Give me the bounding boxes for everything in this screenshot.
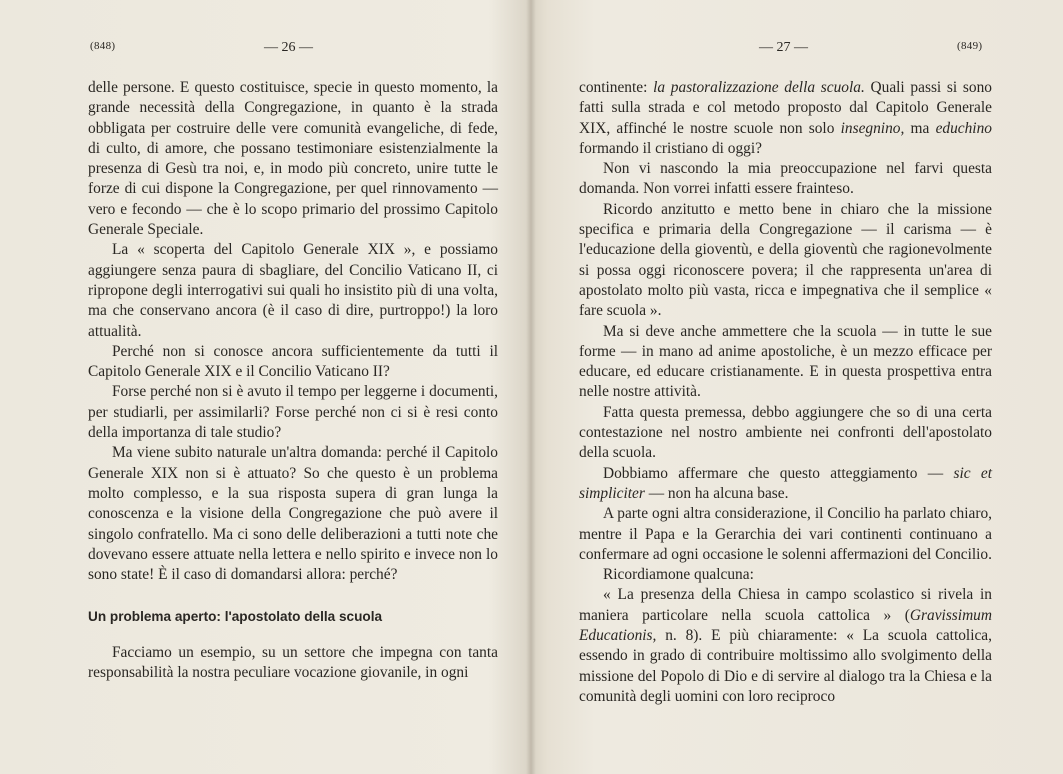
text-run: « La presenza della Chiesa in campo scolastico si rivela in maniera particolare nella scuola cattolica » (: [579, 586, 992, 624]
paragraph: Ma si deve anche ammettere che la scuola — in tutte le sue forme — in mano ad anime apostoliche, è un mezzo efficace per educare, ed educare cristianamente. E in questa prospettiva entra nelle nostre attività.: [579, 322, 992, 401]
paragraph: Perché non si conosce ancora sufficientemente da tutti il Capitolo Generale XIX e il Concilio Vaticano II?: [88, 342, 498, 381]
italic-run: sic et simpliciter: [579, 464, 992, 502]
right-page-marginal-number: (849): [957, 40, 983, 52]
paragraph: Facciamo un esempio, su un settore che impegna con tanta responsabilità la nostra peculiare vocazione giovanile, in ogni: [88, 644, 498, 682]
text-run: — non ha alcuna base.: [644, 484, 789, 502]
paragraph: Non vi nascondo la mia preoccupazione nel farvi questa domanda. Non vorrei infatti essere frainteso.: [579, 160, 992, 198]
paragraph: delle persone. E questo costituisce, specie in questo momento, la grande necessità della Congregazione, in quanto è la strada obbligata per costruire delle vere comunità evangeliche, di fede, di culto, di amore, che possano testimoniare esistenzialmente la presenza di Gesù tra noi, e, in modo più concreto, unire tutte le forze di cui dispone la Congregazione, per quel rinnovamento — vero e fecondo — che è lo scopo primario del prossimo Capitolo Generale Speciale.: [88, 79, 498, 239]
left-page: [0, 0, 531, 774]
paragraph: Ricordo anzitutto e metto bene in chiaro che la missione specifica e primaria della Congregazione — il carisma — è l'educazione della gioventù, e della gioventù che ragionevolmente si possa oggi riconoscere povera; il che rappresenta un'area di apostolato molto più vasta, ricca e impegnativa che il semplice « fare scuola ».: [579, 200, 992, 320]
text-run: formando il cristiano di oggi?: [579, 139, 762, 157]
right-page: [531, 0, 1063, 774]
section-heading: Un problema aperto: l'apostolato della scuola: [88, 609, 383, 624]
italic-run: Gravissimum Educationis,: [579, 606, 992, 645]
paragraph: [579, 78, 992, 159]
paragraph: [579, 585, 992, 707]
left-page-closing: [88, 643, 498, 684]
right-page-body: [579, 78, 992, 707]
text-run: continente:: [579, 79, 654, 96]
paragraph: Ricordiamone qualcuna:: [603, 566, 754, 584]
left-page-body: [88, 78, 498, 585]
italic-run: la pastoralizzazione della scuola.: [653, 79, 865, 96]
right-page-number: — 27 —: [759, 40, 808, 55]
paragraph: Forse perché non si è avuto il tempo per leggerne i documenti, per studiarli, per assimilarli? Forse perché non ci si è resi conto della importanza di tale studio?: [88, 383, 498, 442]
text-run: Quali passi si sono fatti sulla strada e col metodo proposto dal Capitolo Generale XIX, affinché le nostre scuole non solo: [579, 79, 992, 137]
text-run: Dobbiamo affermare che questo atteggiamento —: [603, 464, 954, 482]
paragraph: A parte ogni altra considerazione, il Concilio ha parlato chiaro, mentre il Papa e la Gerarchia dei vari continenti continuano a confermare ad ogni occasione le solenni affermazioni del Concilio.: [579, 505, 992, 563]
left-page-number: — 26 —: [264, 40, 313, 55]
italic-run: insegnino,: [840, 119, 905, 137]
text-run: ma: [904, 119, 936, 137]
paragraph: Fatta questa premessa, debbo aggiungere che so di una certa contestazione nel nostro ambiente nei confronti dell'apostolato della scuola.: [579, 403, 992, 462]
paragraph: Ma viene subito naturale un'altra domanda: perché il Capitolo Generale XIX non si è attuato? So che questo è un problema molto complesso, e la sua risposta supera di gran lunga la conoscenza e la visione della Congregazione che può avere il singolo confratello. Ma ci sono delle deliberazioni a tutti note che dovevano essere attuate nella lettera e nello spirito e invece non lo sono state! È il caso di domandarsi allora: perché?: [88, 444, 498, 584]
paragraph: [579, 464, 992, 505]
paragraph: La « scoperta del Capitolo Generale XIX », e possiamo aggiungere senza paura di sbagliare, del Concilio Vaticano II, ci ripropone degli interrogativi sui quali ho insistito più di una volta, ma che conservano ancora (è il caso di dire, purtroppo!) la loro attualità.: [88, 241, 498, 340]
text-run: n. 8). E più chiaramente: « La scuola cattolica, essendo in grado di contribuire moltissimo allo svolgimento della missione del Popolo di Dio e di servire al dialogo tra la Chiesa e la comunità degli uomini con loro reciproco: [579, 627, 992, 705]
left-page-marginal-number: (848): [90, 40, 116, 52]
italic-run: educhino: [935, 119, 992, 137]
